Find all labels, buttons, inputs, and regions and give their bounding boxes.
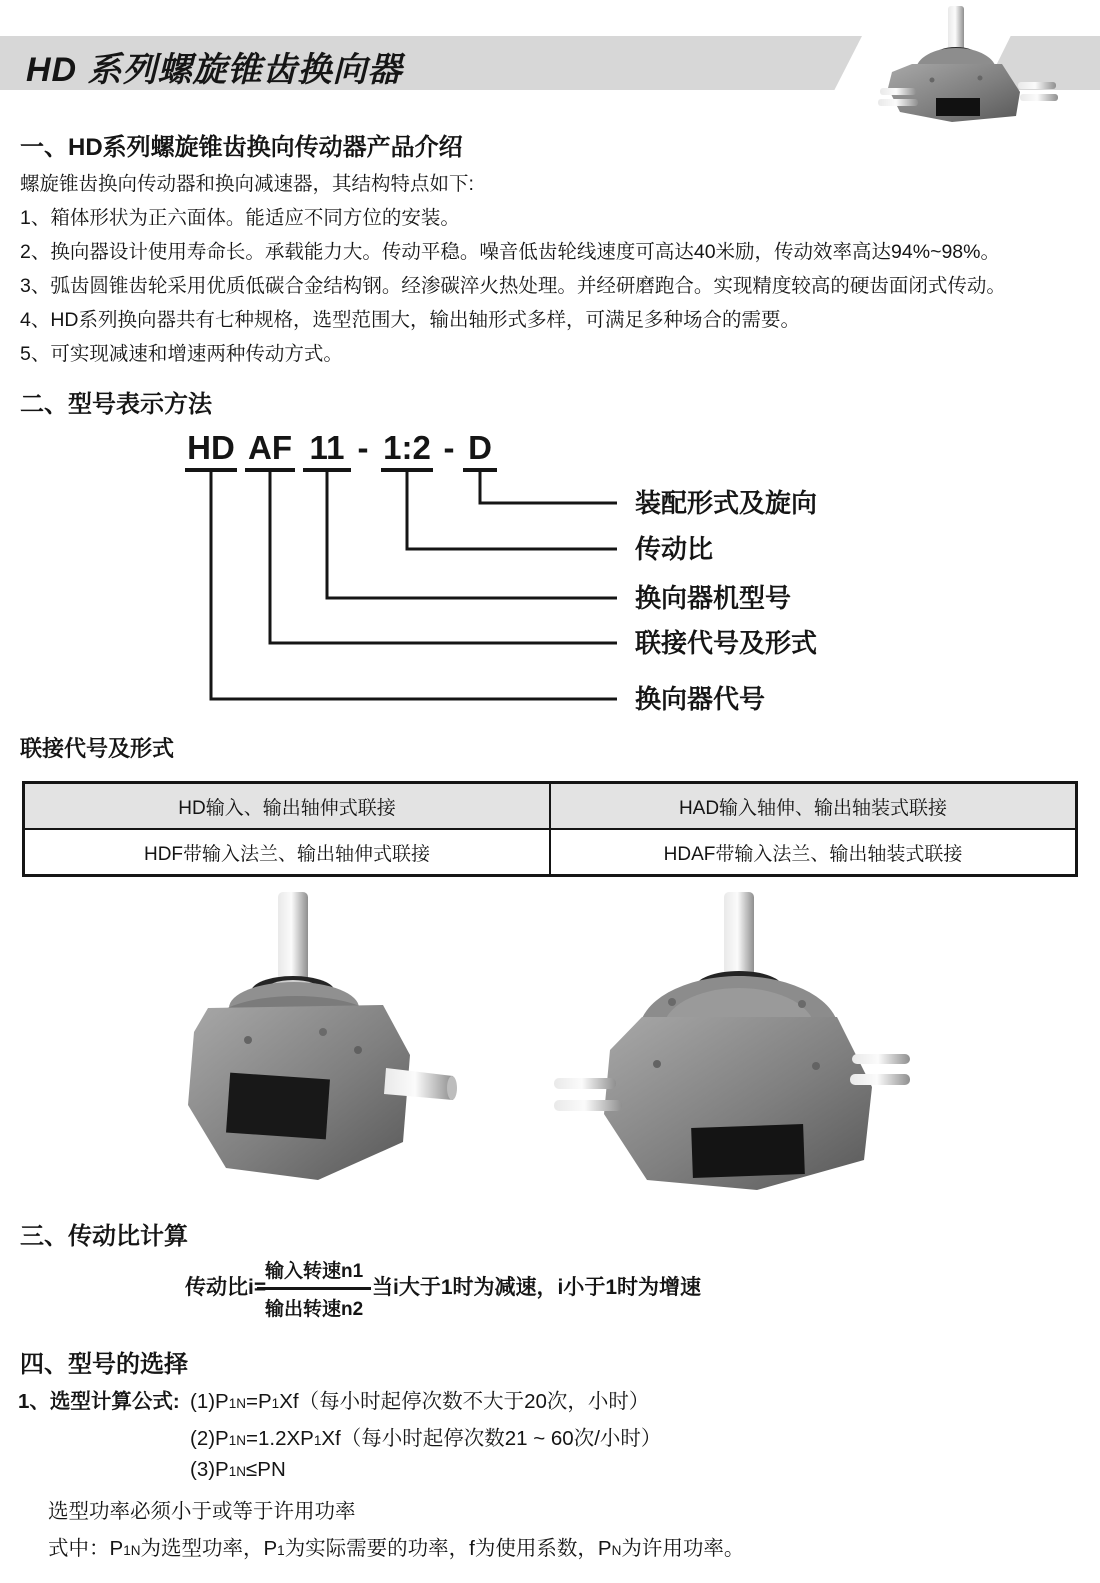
model-code-dash: - — [443, 429, 455, 466]
banner-product-photo — [852, 2, 1062, 124]
section1-heading: 一、HD系列螺旋锥齿换向传动器产品介绍 — [20, 134, 463, 161]
feature-item-5: 5、可实现减速和增速两种传动方式。 — [20, 343, 343, 365]
feature-item-4: 4、HD系列换向器共有七种规格，选型范围大，输出轴形式多样，可满足多种场合的需要。 — [20, 309, 801, 331]
section1-body — [20, 173, 1080, 377]
formula-fraction — [257, 1254, 371, 1321]
connection-table — [22, 781, 1078, 877]
selection-formula-3: (3)P1N≤PN — [190, 1458, 286, 1481]
section2-heading: 二、型号表示方法 — [20, 391, 212, 418]
model-label-ratio: 传动比 — [635, 534, 714, 564]
table-row — [24, 829, 1077, 876]
fraction-denominator: 输出转速n2 — [265, 1299, 364, 1320]
model-part-reverser-code: HD — [185, 430, 237, 472]
feature-item-1: 1、箱体形状为正六面体。能适应不同方位的安装。 — [20, 207, 460, 229]
model-part-machine-size: 11 — [303, 430, 351, 472]
feature-item-2: 2、换向器设计使用寿命长。承载能力大。传动平稳。噪音低齿轮线速度可高达40米励，传动效率高达94%~98%。 — [20, 241, 1000, 263]
model-label-reverser-code: 换向器代号 — [635, 684, 766, 714]
page-title: HD 系列螺旋锥齿换向器 — [26, 51, 403, 89]
formula-lhs: 传动比i= — [185, 1276, 267, 1299]
selection-formula-1: (1)P1N=P1Xf（每小时起停次数不大于20次，小时） — [190, 1390, 650, 1413]
formula-note: 当i大于1时为减速，i小于1时为增速 — [372, 1276, 702, 1299]
model-part-assembly: D — [463, 430, 497, 472]
table-cell: HDAF带输入法兰、输出轴装式联接 — [550, 829, 1077, 876]
product-photo-right — [552, 882, 912, 1192]
table-cell: HAD输入轴伸、输出轴装式联接 — [550, 783, 1077, 830]
callout-lines — [0, 430, 1100, 730]
product-photo-left — [148, 880, 458, 1190]
selection-formula-label: 1、选型计算公式: — [18, 1390, 180, 1413]
table-row — [24, 783, 1077, 830]
model-part-ratio: 1:2 — [381, 430, 433, 472]
selection-note-1: 选型功率必须小于或等于许用功率 — [48, 1500, 356, 1523]
section1-intro: 螺旋锥齿换向传动器和换向减速器，其结构特点如下: — [20, 173, 474, 195]
model-label-assembly: 装配形式及旋向 — [635, 488, 818, 518]
model-code-diagram — [0, 430, 1100, 730]
section3-heading: 三、传动比计算 — [20, 1223, 188, 1250]
fraction-numerator: 输入转速n1 — [257, 1254, 371, 1290]
selection-formula-2: (2)P1N=1.2XP1Xf（每小时起停次数21 ~ 60次/小时） — [190, 1427, 662, 1450]
selection-note-2: 式中：P1N为选型功率，P1为实际需要的功率，f为使用系数，PN为许用功率。 — [48, 1537, 745, 1560]
model-label-machine-size: 换向器机型号 — [635, 583, 792, 613]
ratio-formula — [0, 1254, 1100, 1334]
section4-heading: 四、型号的选择 — [20, 1351, 188, 1378]
feature-item-3: 3、弧齿圆锥齿轮采用优质低碳合金结构钢。经渗碳淬火热处理。并经研磨跑合。实现精度较高的硬齿面闭式传动。 — [20, 275, 1006, 297]
model-part-connection-code: AF — [245, 430, 295, 472]
connection-table-heading: 联接代号及形式 — [20, 736, 175, 761]
model-label-connection: 联接代号及形式 — [635, 628, 818, 658]
table-cell: HD输入、输出轴伸式联接 — [24, 783, 551, 830]
table-cell: HDF带输入法兰、输出轴伸式联接 — [24, 829, 551, 876]
model-code-dash: - — [357, 429, 369, 466]
